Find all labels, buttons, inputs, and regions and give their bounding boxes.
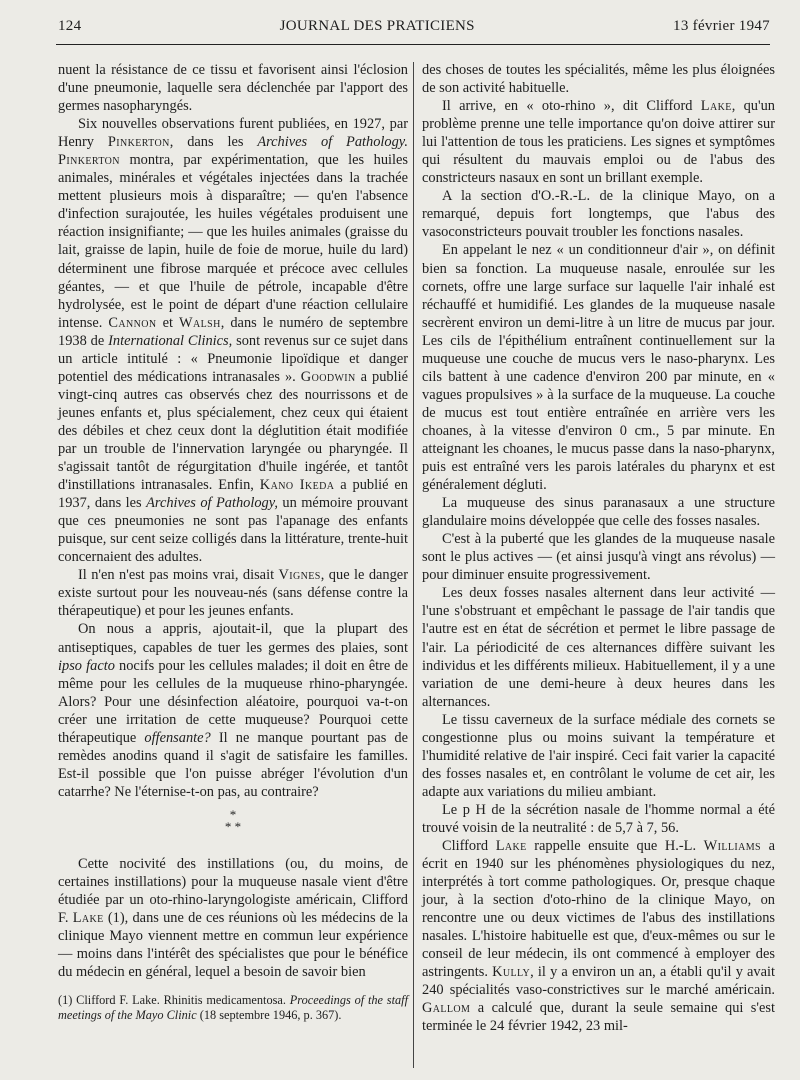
author-name: Kully <box>492 964 531 981</box>
author-name: Pinkerton <box>107 134 170 151</box>
page-header <box>58 18 770 44</box>
footnote: (1) Clifford F. Lake. Rhinitis medicamentosa. Proceedings of the staff meetings of the Mayo Clinic (18 septembre 1946, p. 367). <box>58 993 408 1023</box>
journal-name: Archives of Pathology, <box>146 495 278 512</box>
column-divider <box>413 62 414 1068</box>
right-column <box>422 61 775 1036</box>
paragraph: des choses de toutes les spécialités, même les plus éloignées de son activité habituelle. <box>422 62 775 97</box>
journal-title: JOURNAL DES PRATICIENS <box>279 18 475 34</box>
author-name: Lake <box>495 838 527 855</box>
paragraph: C'est à la puberté que les glandes de la muqueuse nasale sont le plus actives — (et ainsi jusqu'à vingt ans révolus) — pour diminuer ensuite progressivement. <box>422 531 775 584</box>
issue-date: 13 février 1947 <box>673 18 770 34</box>
paragraph: nuent la résistance de ce tissu et favorisent ainsi l'éclosion d'une pneumonie, laquelle sera déclenchée par l'apport des germes nasopharyngés. <box>58 62 408 115</box>
author-name: Goodwin <box>300 368 356 385</box>
author-name: Kano Ikeda <box>259 477 335 494</box>
author-name: Lake <box>72 910 104 927</box>
journal-name: Proceedings of the staff meetings of the Mayo Clinic <box>58 993 408 1023</box>
left-column <box>58 61 408 1023</box>
author-name: Lake <box>700 98 732 115</box>
journal-name: International Clinics, <box>108 332 233 349</box>
paragraph: En appelant le nez « un conditionneur d'air », on définit bien sa fonction. La muqueuse nasale, enroulée sur les cornets, offre une large surface sur laquelle l'air inhalé est réchauffé et humidifié. Les glandes de la muqueuse nasale secrèrent environ un demi-litre à un litre de mucus par jour. Les cils de l'épithélium entraînent continuellement sur la muqueuse une couche de mucus vers le naso-pharynx. Les cils battent à une cadence d'environ 200 par minute, en « vagues propulsives » à la surface de la muqueuse. La couche de mucus est tout entière entraînée en arrière vers les choanes, à la vitesse d'environ 0 cm., 5 par minute. En atteignant les choanes, le mucus passe dans la naso-pharynx, puis est entraîné vers les parois latérales du pharynx et est généralement dégluti. <box>422 242 775 494</box>
author-name: Cannon <box>108 314 157 331</box>
author-name: Gallom <box>422 1000 471 1017</box>
author-name: Pinkerton <box>58 152 120 169</box>
section-separator: * * * <box>224 806 242 834</box>
paragraph: A la section d'O.-R.-L. de la clinique Mayo, on a remarqué, depuis fort longtemps, que l'abus des vasoconstricteurs pouvait troubler les fonctions nasales. <box>422 188 775 241</box>
paragraph: Cette nocivité des instillations (ou, du moins, de certaines instillations) pour la muqueuse nasale vient d'être étudiée par un oto-rhino-laryngologiste américain, Clifford F. Lake (1), dans une de ces réunions où les médecins de la clinique Mayo viennent mettre en commun leur expérience — moins dans l'intérêt des spécialistes que pour le bénéfice du médecin en général, lequel a besoin de savoir bien <box>58 855 408 981</box>
author-name: Williams <box>703 838 762 855</box>
header-rule <box>56 44 770 45</box>
paragraph: Il arrive, en « oto-rhino », dit Clifford Lake, qu'un problème prenne une telle importance qu'on doive attirer sur lui l'attention de tous les praticiens. Les signes et symptômes qui résultent du mauvais emploi ou de l'abus des constricteurs nasaux en sont un brillant exemple. <box>422 98 775 187</box>
paragraph: Six nouvelles observations furent publiées, en 1927, par Henry Pinkerton, dans les Archives of Pathology. Pinkerton montra, par expérimentation, que les huiles animales, minérales et végétales injectées dans la trachée mettent plusieurs mois à disparaître; — qu'en l'absence d'infection surajoutée, les huiles végétales produisent une réaction insignifiante; — que les huiles animales (graisse du lait, graisse de lapin, huile de foie de morue, huile du lard) déterminent une fibrose marquée et précoce avec cellules géantes, — et que l'huile de pétrole, incapable d'être hydrolysée, est le point de départ d'une réaction cellulaire intense. Cannon et Walsh, dans le numéro de septembre 1938 de International Clinics, sont revenus sur ce sujet dans un article intitulé : « Pneumonie lipoïdique et danger potentiel des médications intranasales ». Goodwin a publié vingt-cinq autres cas observés chez des nourrissons et de jeunes enfants et, plus spécialement, chez ceux qui étaient des débiles et chez ceux dont la déglutition était modifiée par un trouble de l'innervation laryngée ou pharyngée. Il s'agissait tantôt de régurgitation d'huile ingérée, et tantôt d'instillations intranasales. Enfin, Kano Ikeda a publié en 1937, dans les Archives of Pathology, un mémoire prouvant que ces pneumonies ne sont pas l'apanage des enfants puisque, sur cent seize colligés dans la littérature, trente-huit concernaient des adultes. <box>58 116 409 566</box>
paragraph: Clifford Lake rappelle ensuite que H.-L. Williams a écrit en 1940 sur les phénomènes physiologiques du nez, interprétés à tort comme pathologiques. Or, presque chaque jour, à la section d'oto-rhino de la clinique Mayo, on rencontre une ou deux victimes de l'abus des instillations nasales. L'histoire habituelle est que, d'eux-mêmes ou sur le conseil de leur médecin, ils ont commencé à employer des astringents. Kully, il y a environ un an, a établi qu'il y avait 240 spécialités vaso-constrictives sur le marché américain. Gallom a calculé que, durant la seule semaine qui s'est terminée le 24 février 1942, 23 mil- <box>422 838 776 1035</box>
page-number: 124 <box>58 18 82 34</box>
italic-term: ipso facto <box>58 657 115 674</box>
author-name: Vignes <box>278 567 321 584</box>
paragraph: Les deux fosses nasales alternent dans leur activité — l'une s'obstruant et empêchant le passage de l'air tandis que l'autre est en état de sécrétion et permet le libre passage de l'air. La périodicité de ces alternances diffère suivant les individus et les différents milieux. Habituellement, il y a une variation de une demi-heure à deux heures dans les alternances. <box>422 585 775 710</box>
author-name: Walsh <box>179 314 221 331</box>
paragraph: La muqueuse des sinus paranasaux a une structure glandulaire moins développée que celle des fosses nasales. <box>422 495 775 530</box>
paragraph: Il n'en n'est pas moins vrai, disait Vignes, que le danger existe surtout pour les nouveau-nés (sans défense contre la thérapeutique) et pour les jeunes enfants. <box>58 567 408 620</box>
paragraph: Le tissu caverneux de la surface médiale des cornets se congestionne plus ou moins suivant la température et l'humidité relative de l'air inspiré. Ceci fait varier la capacité des fosses nasales et, en contrôlant le volume de cet air, les adapte aux variations du milieu ambiant. <box>422 711 775 800</box>
italic-term: offensante? <box>144 729 211 746</box>
paragraph: On nous a appris, ajoutait-il, que la plupart des antiseptiques, capables de tuer les germes des plaies, sont ipso facto nocifs pour les cellules malades; il doit en être de même pour les cellules de la muqueuse rhino-pharyngée. Alors? Pour une désinfection aléatoire, pourquoi va-t-on créer une irritation de cette muqueuse? Pourquoi cette thérapeutique offensante? Il ne manque pourtant pas de remèdes anodins quand il s'agit de satisfaire les familles. Est-il possible que l'on puisse abréger l'évolution d'un catarrhe? Ne l'éternise-t-on pas, au contraire? <box>58 621 408 800</box>
journal-name: Archives of Pathology. <box>257 134 408 151</box>
paragraph: Le p H de la sécrétion nasale de l'homme normal a été trouvé voisin de la neutralité : de 5,7 à 7, 56. <box>422 801 775 836</box>
